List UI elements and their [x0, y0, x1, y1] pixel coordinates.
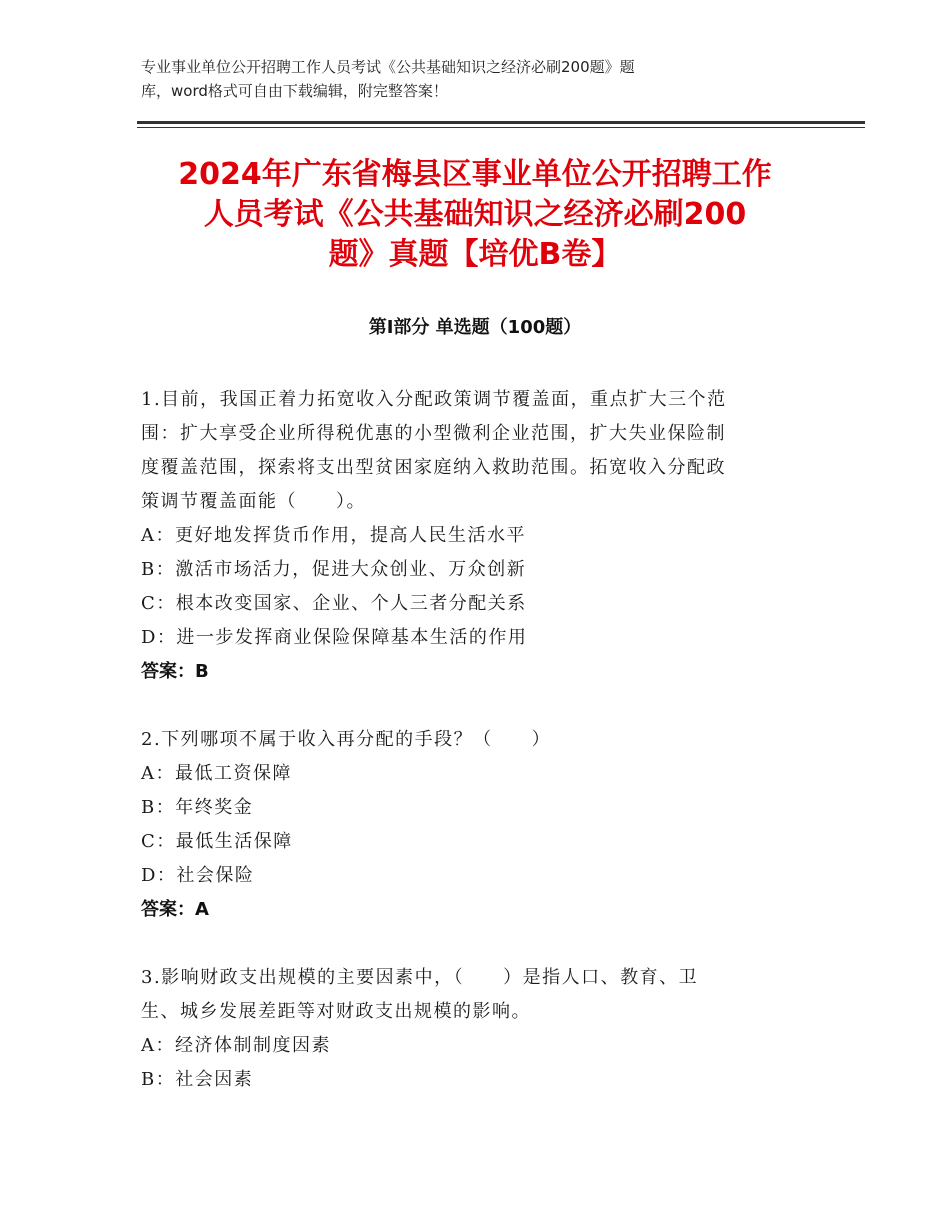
question-stem-line: 策调节覆盖面能（ ）。 [141, 491, 366, 512]
answer-label: 答案：B [141, 661, 209, 682]
header-divider-thick [137, 121, 865, 124]
option-b: B：年终奖金 [141, 797, 254, 818]
question-stem-line: 度覆盖范围，探索将支出型贫困家庭纳入救助范围。拓宽收入分配政 [141, 457, 726, 478]
question-3 [141, 961, 801, 1097]
option-a: A：更好地发挥货币作用，提高人民生活水平 [141, 525, 526, 546]
option-c: C：根本改变国家、企业、个人三者分配关系 [141, 593, 527, 614]
question-2 [141, 723, 801, 927]
title-line: 人员考试《公共基础知识之经济必刷200 [203, 197, 747, 232]
option-a: A：最低工资保障 [141, 763, 292, 784]
option-b: B：激活市场活力，促进大众创业、万众创新 [141, 559, 527, 580]
question-stem-line: 围：扩大享受企业所得税优惠的小型微利企业范围，扩大失业保险制 [141, 423, 726, 444]
question-stem-line: 1.目前，我国正着力拓宽收入分配政策调节覆盖面，重点扩大三个范 [141, 389, 727, 410]
option-b: B：社会因素 [141, 1069, 254, 1090]
question-stem-line: 生、城乡发展差距等对财政支出规模的影响。 [141, 1001, 531, 1022]
option-d: D：社会保险 [141, 865, 255, 886]
option-d: D：进一步发挥商业保险保障基本生活的作用 [141, 627, 528, 648]
header-note [141, 55, 781, 103]
header-note-line: 库，word格式可自由下载编辑，附完整答案！ [141, 82, 448, 100]
question-1 [141, 383, 801, 689]
document-title [100, 155, 850, 275]
question-stem-line: 3.影响财政支出规模的主要因素中，（ ）是指人口、教育、卫 [141, 967, 699, 988]
answer-label: 答案：A [141, 899, 209, 920]
option-c: C：最低生活保障 [141, 831, 293, 852]
title-line: 2024年广东省梅县区事业单位公开招聘工作 [178, 157, 772, 192]
question-list [141, 383, 801, 1131]
header-note-line: 专业事业单位公开招聘工作人员考试《公共基础知识之经济必刷200题》题 [141, 58, 635, 76]
section-heading: 第Ⅰ部分 单选题（100题） [368, 317, 582, 338]
header-divider-thin [137, 127, 865, 128]
title-line: 题》真题【培优B卷】 [328, 237, 622, 272]
question-stem-line: 2.下列哪项不属于收入再分配的手段？（ ） [141, 729, 552, 750]
option-a: A：经济体制制度因素 [141, 1035, 331, 1056]
